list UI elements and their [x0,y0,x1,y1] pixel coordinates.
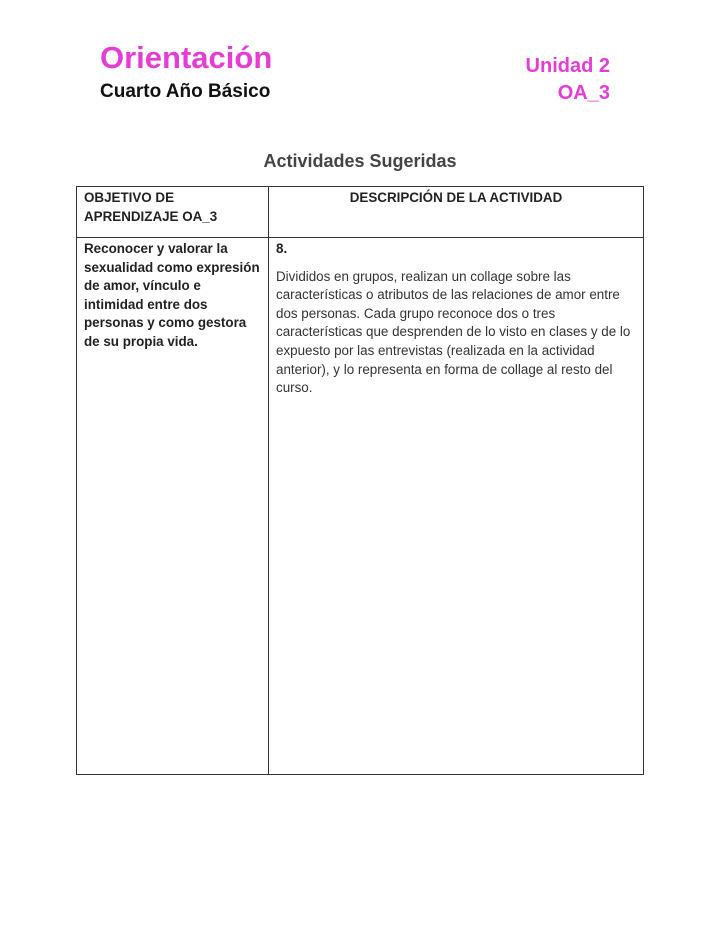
description-cell [269,238,644,775]
document-subtitle: Cuarto Año Básico [100,81,271,102]
unit-label: Unidad 2 [525,55,610,77]
section-title: Actividades Sugeridas [263,151,457,171]
table-row [77,238,644,775]
column-header-description: DESCRIPCIÓN DE LA ACTIVIDAD [269,187,644,238]
oa-code-label: OA_3 [557,82,610,104]
table-header-row [77,187,644,238]
activities-table [76,186,644,775]
column-header-objective: OBJETIVO DE APRENDIZAJE OA_3 [77,187,269,238]
activity-number: 8. [276,241,288,256]
document-title: Orientación [100,40,273,75]
objective-cell: Reconocer y valorar la sexualidad como expresión de amor, vínculo e intimidad entre dos personas y como gestora de su propia vida. [77,238,269,775]
activity-description: Divididos en grupos, realizan un collage sobre las características o atributos de las relaciones de amor entre dos personas. Cada grupo reconoce dos o tres características que desprenden de lo visto en clases y de lo expuesto por las entrevistas (realizada en la actividad anterior), y lo representa en forma de collage al resto del curso. [276,268,631,396]
